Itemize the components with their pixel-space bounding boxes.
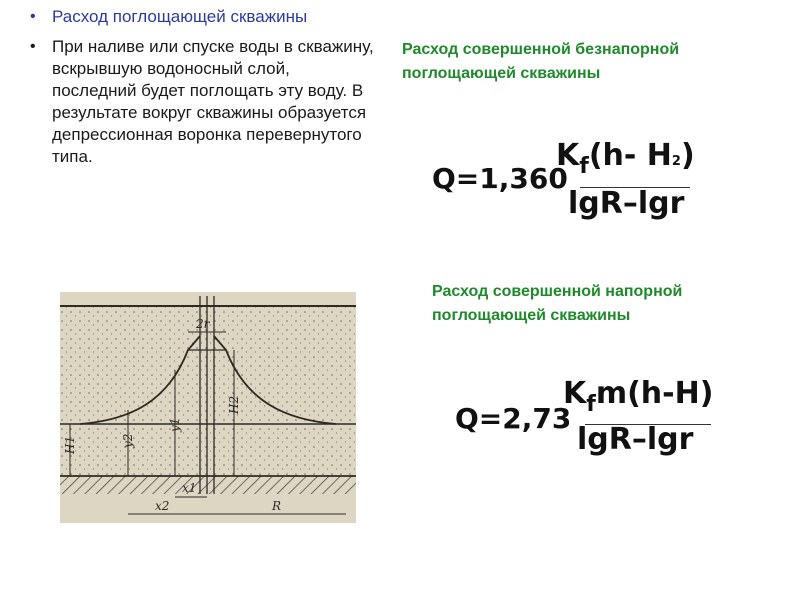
formula-numerator bbox=[556, 138, 695, 179]
formula-denominator: lgR–lgr bbox=[577, 422, 694, 457]
formula-confined bbox=[455, 376, 725, 466]
bullet-description bbox=[26, 36, 376, 168]
bullet-title bbox=[26, 6, 376, 28]
bullet-dot-icon: • bbox=[30, 8, 36, 25]
formula-lhs: Q=1,360 bbox=[432, 162, 568, 195]
bullet-description-text: При наливе или спуске воды в скважину, вскрывшую водоносный слой, последний будет поглощать эту воду. В результате вокруг скважины образуется депрессионная воронка перевернутого типа. bbox=[52, 37, 374, 166]
numerator-sub: 2 bbox=[671, 154, 681, 169]
label-2r: 2r bbox=[196, 317, 210, 331]
text-column bbox=[26, 6, 376, 168]
bullet-title-text: Расход поглощающей скважины bbox=[52, 7, 308, 26]
numerator-rest: (h- H bbox=[588, 138, 672, 173]
formula-unconfined bbox=[432, 138, 702, 228]
formula-numerator bbox=[563, 376, 714, 417]
impermeable-layer bbox=[60, 476, 356, 494]
formula-lhs: Q=2,73 bbox=[455, 402, 572, 435]
numerator-k: K bbox=[563, 376, 587, 411]
label-h1: H1 bbox=[63, 435, 77, 454]
bullet-dot-icon: • bbox=[30, 38, 36, 55]
label-x1: x1 bbox=[182, 481, 197, 495]
label-x2: x2 bbox=[155, 499, 170, 513]
numerator-f: f bbox=[586, 392, 596, 417]
numerator-f: f bbox=[579, 154, 589, 179]
heading-unconfined-well: Расход совершенной безнапорной поглощающей скважины bbox=[402, 41, 680, 82]
numerator-rest: m(h-H) bbox=[595, 376, 714, 411]
formula-denominator: lgR–lgr bbox=[568, 186, 685, 221]
label-r: R bbox=[272, 499, 282, 513]
well-diagram bbox=[60, 292, 356, 523]
label-y1: y1 bbox=[168, 417, 182, 432]
well-diagram-svg bbox=[60, 292, 356, 523]
numerator-close: ) bbox=[680, 138, 695, 173]
heading-confined-well: Расход совершенной напорной поглощающей скважины bbox=[432, 283, 683, 324]
label-h2: H2 bbox=[227, 395, 241, 414]
numerator-k: K bbox=[556, 138, 580, 173]
label-y2: y2 bbox=[121, 433, 135, 448]
